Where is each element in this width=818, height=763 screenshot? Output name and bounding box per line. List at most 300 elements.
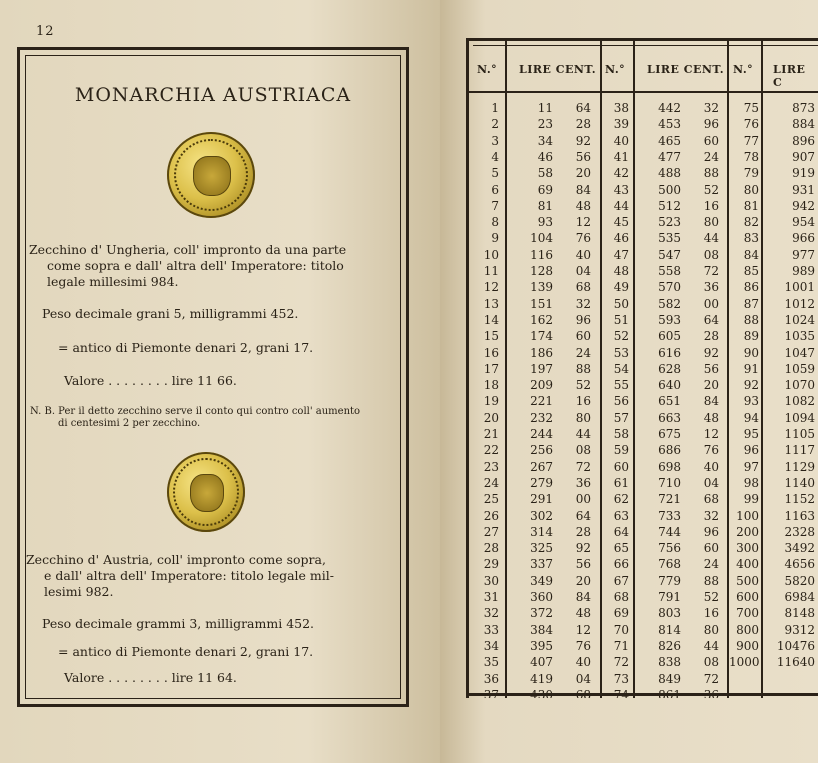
lire-value: 465	[658, 133, 681, 148]
cent-value: 92	[703, 345, 719, 360]
row-number: 69	[613, 606, 629, 621]
cent-value: 92	[575, 541, 591, 556]
cent-value: 40	[575, 655, 591, 670]
row-number: 72	[613, 655, 629, 670]
lire-value: 209	[530, 378, 553, 393]
lire-value: 314	[530, 524, 553, 539]
lire-value: 9312	[784, 622, 815, 637]
lire-value: 1047	[784, 345, 815, 360]
lire-value: 162	[530, 312, 553, 327]
cent-value: 64	[575, 101, 591, 115]
lire-value: 116	[530, 247, 553, 262]
row-number: 56	[613, 394, 629, 409]
row-number: 19	[483, 394, 499, 409]
row-number: 83	[743, 231, 759, 246]
row-number: 32	[483, 606, 499, 621]
cent-value: 56	[575, 557, 591, 572]
lire-value: 663	[658, 410, 681, 425]
coin2-weight: Peso decimale grammi 3, milligrammi 452.	[42, 616, 315, 631]
row-number: 65	[613, 541, 629, 556]
coin2-line: Zecchino d' Austria, coll' impronto come sopra,	[26, 552, 326, 567]
header-num: N.°	[605, 63, 626, 76]
row-number: 49	[613, 280, 629, 295]
cent-value: 56	[703, 361, 719, 376]
row-number: 7	[491, 198, 499, 213]
lire-value: 884	[792, 117, 815, 132]
row-number: 78	[743, 149, 759, 164]
hungarian-ducat-coin-image	[167, 132, 255, 218]
row-number: 60	[613, 459, 629, 474]
cent-value: 00	[703, 296, 719, 311]
header-lire-cent: LIRE CENT.	[519, 63, 597, 76]
coin1-piemonte: = antico di Piemonte denari 2, grani 17.	[58, 340, 314, 355]
row-number: 4	[491, 149, 499, 164]
row-number: 88	[743, 312, 759, 327]
row-number: 23	[483, 459, 499, 474]
cent-value: 64	[703, 312, 719, 327]
coin2-value: Valore . . . . . . . . lire 11 64.	[64, 670, 237, 685]
lire-value: 488	[658, 166, 681, 181]
lire-value: 256	[530, 443, 553, 458]
lire-value: 291	[530, 492, 553, 507]
row-number: 3	[491, 133, 499, 148]
cent-value: 00	[575, 492, 591, 507]
cent-value: 20	[703, 378, 719, 393]
row-number: 79	[743, 166, 759, 181]
row-number: 1000	[729, 655, 760, 670]
lire-value: 384	[530, 622, 553, 637]
row-number: 10	[483, 247, 499, 262]
lire-value: 628	[658, 361, 681, 376]
row-number: 90	[743, 345, 759, 360]
lire-value: 442	[658, 101, 681, 115]
cent-value: 40	[575, 247, 591, 262]
lire-value: 523	[658, 215, 681, 230]
lire-value: 1163	[784, 508, 815, 523]
lire-value: 1035	[784, 329, 815, 344]
row-number: 39	[613, 117, 629, 132]
row-number: 70	[613, 622, 629, 637]
lire-value: 1070	[784, 378, 815, 393]
lire-value: 547	[658, 247, 681, 262]
cent-value: 04	[575, 264, 591, 278]
coin-saint-figure	[193, 156, 230, 196]
lire-value: 407	[530, 655, 553, 670]
lire-value: 10476	[776, 638, 815, 653]
coin1-description	[29, 242, 399, 290]
lire-value: 616	[658, 345, 681, 360]
page-title: MONARCHIA AUSTRIACA	[74, 84, 352, 106]
cent-value: 44	[703, 638, 719, 653]
row-number: 52	[613, 329, 629, 344]
lire-value: 1117	[784, 443, 815, 458]
lire-value: 535	[658, 231, 681, 246]
lire-value: 593	[658, 312, 681, 327]
cent-value: 68	[575, 687, 591, 698]
lire-value: 919	[792, 166, 815, 181]
row-number: 28	[483, 541, 499, 556]
cent-value: 44	[703, 231, 719, 246]
note-line: N. B. Per il detto zecchino serve il conto qui contro coll' aumento	[30, 406, 361, 417]
row-number: 44	[613, 198, 629, 213]
row-number: 81	[743, 198, 759, 213]
cent-value: 80	[703, 215, 719, 230]
cent-value: 84	[575, 590, 591, 604]
header-lire-cent: LIRE CENT.	[647, 63, 725, 76]
lire-value: 1059	[784, 361, 815, 376]
cent-value: 08	[703, 655, 719, 670]
column-divider	[633, 41, 635, 698]
cent-value: 76	[575, 638, 591, 653]
cent-value: 48	[575, 606, 591, 621]
cent-value: 16	[703, 606, 719, 621]
row-number: 40	[613, 133, 629, 148]
lire-value: 302	[530, 508, 553, 523]
cent-value: 16	[703, 198, 719, 213]
row-number: 24	[483, 475, 499, 490]
lire-value: 849	[658, 671, 681, 686]
lire-value: 803	[658, 606, 681, 621]
row-number: 41	[613, 149, 629, 164]
cent-value: 72	[703, 671, 719, 686]
lire-value: 232	[530, 410, 553, 425]
lire-value: 3492	[784, 541, 815, 556]
cent-value: 36	[575, 475, 591, 490]
lire-value: 698	[658, 459, 681, 474]
lire-value: 873	[792, 101, 815, 115]
lire-value: 640	[658, 378, 681, 393]
row-number: 25	[483, 492, 499, 507]
row-number: 20	[483, 410, 499, 425]
lire-value: 139	[530, 280, 553, 295]
lire-value: 605	[658, 329, 681, 344]
row-number: 91	[743, 361, 759, 376]
lire-value: 558	[658, 264, 681, 278]
lire-value: 1094	[784, 410, 815, 425]
row-number: 51	[613, 312, 629, 327]
lire-value: 337	[530, 557, 553, 572]
header-num: N.°	[733, 63, 754, 76]
lire-value: 779	[658, 573, 681, 588]
lire-value: 1001	[784, 280, 815, 295]
lire-value: 267	[530, 459, 553, 474]
row-number: 84	[743, 247, 759, 262]
lire-value: 744	[658, 524, 681, 539]
row-number: 13	[483, 296, 499, 311]
lire-value: 582	[658, 296, 681, 311]
cent-value: 20	[575, 166, 591, 181]
lire-value: 942	[792, 198, 815, 213]
lire-value: 570	[658, 280, 681, 295]
row-number: 95	[743, 427, 759, 441]
row-number: 64	[613, 524, 629, 539]
row-number: 92	[743, 378, 759, 393]
header-num: N.°	[477, 63, 498, 76]
lire-value: 128	[530, 264, 553, 278]
cent-value: 52	[575, 378, 591, 393]
cent-value: 28	[703, 329, 719, 344]
row-number: 500	[736, 573, 759, 588]
coin2-description	[26, 552, 398, 600]
cent-value: 60	[703, 541, 719, 556]
row-number: 76	[743, 117, 759, 132]
cent-value: 52	[703, 590, 719, 604]
lire-value: 477	[658, 149, 681, 164]
row-number: 27	[483, 524, 499, 539]
lire-value: 244	[530, 427, 553, 441]
lire-value: 838	[658, 655, 681, 670]
lire-value: 791	[658, 590, 681, 604]
column-divider	[505, 41, 507, 698]
cent-value: 36	[703, 280, 719, 295]
cent-value: 84	[575, 182, 591, 197]
cent-value: 76	[575, 231, 591, 246]
cent-value: 80	[575, 410, 591, 425]
lire-value: 34	[537, 133, 553, 148]
cent-value: 36	[703, 687, 719, 698]
row-number: 57	[613, 410, 629, 425]
row-number: 96	[743, 443, 759, 458]
lire-value: 325	[530, 541, 553, 556]
note	[30, 406, 402, 430]
row-number: 17	[483, 361, 499, 376]
row-number: 35	[483, 655, 499, 670]
lire-value: 733	[658, 508, 681, 523]
row-number: 37	[483, 687, 499, 698]
lire-value: 11640	[776, 655, 815, 670]
row-number: 48	[613, 264, 629, 278]
right-page	[440, 0, 818, 763]
header-lire-partial: LIRE C	[773, 63, 806, 89]
row-number: 55	[613, 378, 629, 393]
cent-value: 96	[703, 524, 719, 539]
cent-value: 12	[703, 427, 719, 441]
row-number: 33	[483, 622, 499, 637]
cent-value: 48	[575, 198, 591, 213]
cent-value: 68	[575, 280, 591, 295]
row-number: 26	[483, 508, 499, 523]
row-number: 87	[743, 296, 759, 311]
lire-value: 675	[658, 427, 681, 441]
row-number: 50	[613, 296, 629, 311]
column-divider	[600, 41, 602, 698]
coin1-line: legale millesimi 984.	[47, 274, 179, 289]
lire-value: 349	[530, 573, 553, 588]
row-number: 14	[483, 312, 499, 327]
row-number: 600	[736, 590, 759, 604]
cent-value: 16	[575, 394, 591, 409]
lire-value: 896	[792, 133, 815, 148]
lire-value: 93	[537, 215, 553, 230]
cent-value: 64	[575, 508, 591, 523]
lire-value: 151	[530, 296, 553, 311]
lire-value: 5820	[784, 573, 815, 588]
lire-value: 814	[658, 622, 681, 637]
lire-value: 186	[530, 345, 553, 360]
lire-value: 360	[530, 590, 553, 604]
row-number: 700	[736, 606, 759, 621]
coin1-value: Valore . . . . . . . . lire 11 66.	[64, 373, 237, 388]
lire-value: 1140	[784, 475, 815, 490]
lire-value: 197	[530, 361, 553, 376]
row-number: 73	[613, 671, 629, 686]
cent-value: 48	[703, 410, 719, 425]
row-number: 80	[743, 182, 759, 197]
lire-value: 651	[658, 394, 681, 409]
lire-value: 861	[658, 687, 681, 698]
row-number: 100	[736, 508, 759, 523]
row-number: 46	[613, 231, 629, 246]
row-number: 16	[483, 345, 499, 360]
lire-value: 1105	[784, 427, 815, 441]
lire-value: 500	[658, 182, 681, 197]
cent-value: 96	[575, 312, 591, 327]
lire-value: 372	[530, 606, 553, 621]
cent-value: 60	[575, 329, 591, 344]
cent-value: 88	[575, 361, 591, 376]
lire-value: 768	[658, 557, 681, 572]
row-number: 400	[736, 557, 759, 572]
cent-value: 08	[575, 443, 591, 458]
lire-value: 11	[537, 101, 553, 115]
lire-value: 419	[530, 671, 553, 686]
row-number: 2	[491, 117, 499, 132]
row-number: 93	[743, 394, 759, 409]
cent-value: 72	[703, 264, 719, 278]
row-number: 200	[736, 524, 759, 539]
cent-value: 32	[703, 101, 719, 115]
row-number: 98	[743, 475, 759, 490]
cent-value: 44	[575, 427, 591, 441]
row-number: 6	[491, 182, 499, 197]
row-number: 12	[483, 280, 499, 295]
content-frame	[17, 47, 409, 707]
lire-value: 221	[530, 394, 553, 409]
lire-value: 1152	[784, 492, 815, 507]
lire-value: 1082	[784, 394, 815, 409]
row-number: 75	[743, 101, 759, 115]
lire-value: 46	[537, 149, 553, 164]
lire-value: 989	[792, 264, 815, 278]
row-number: 47	[613, 247, 629, 262]
row-number: 31	[483, 590, 499, 604]
cent-value: 40	[703, 459, 719, 474]
cent-value: 24	[703, 149, 719, 164]
cent-value: 24	[575, 345, 591, 360]
lire-value: 6984	[784, 590, 815, 604]
lire-value: 826	[658, 638, 681, 653]
cent-value: 72	[575, 459, 591, 474]
lire-value: 1024	[784, 312, 815, 327]
cent-value: 24	[703, 557, 719, 572]
cent-value: 60	[703, 133, 719, 148]
page-number: 12	[36, 24, 55, 39]
coin2-line: e dall' altra dell' Imperatore: titolo legale mil-	[44, 568, 334, 583]
row-number: 85	[743, 264, 759, 278]
row-number: 900	[736, 638, 759, 653]
coin1-weight: Peso decimale grani 5, milligrammi 452.	[42, 306, 299, 321]
lire-value: 721	[658, 492, 681, 507]
row-number: 42	[613, 166, 629, 181]
cent-value: 20	[575, 573, 591, 588]
lire-value: 8148	[784, 606, 815, 621]
column-divider	[761, 41, 763, 698]
row-number: 18	[483, 378, 499, 393]
row-number: 94	[743, 410, 759, 425]
row-number: 21	[483, 427, 499, 441]
row-number: 61	[613, 475, 629, 490]
lire-value: 4656	[784, 557, 815, 572]
row-number: 15	[483, 329, 499, 344]
cent-value: 68	[703, 492, 719, 507]
row-number: 5	[491, 166, 499, 181]
row-number: 36	[483, 671, 499, 686]
cent-value: 96	[703, 117, 719, 132]
row-number: 11	[483, 264, 499, 278]
row-number: 71	[613, 638, 629, 653]
cent-value: 76	[703, 443, 719, 458]
cent-value: 32	[703, 508, 719, 523]
cent-value: 92	[575, 133, 591, 148]
lire-value: 2328	[784, 524, 815, 539]
row-number: 63	[613, 508, 629, 523]
lire-value: 279	[530, 475, 553, 490]
lire-value: 1012	[784, 296, 815, 311]
row-number: 66	[613, 557, 629, 572]
cent-value: 52	[703, 182, 719, 197]
lire-value: 23	[537, 117, 553, 132]
lire-value: 954	[792, 215, 815, 230]
lire-value: 1129	[784, 459, 815, 474]
coin2-piemonte: = antico di Piemonte denari 2, grani 17.	[58, 644, 314, 659]
lire-value: 430	[530, 687, 553, 698]
row-number: 30	[483, 573, 499, 588]
cent-value: 32	[575, 296, 591, 311]
lire-value: 686	[658, 443, 681, 458]
row-number: 82	[743, 215, 759, 230]
lire-value: 69	[537, 182, 553, 197]
row-number: 68	[613, 590, 629, 604]
row-number: 53	[613, 345, 629, 360]
coin2-line: lesimi 982.	[44, 584, 114, 599]
cent-value: 12	[575, 215, 591, 230]
row-number: 8	[491, 215, 499, 230]
cent-value: 84	[703, 394, 719, 409]
cent-value: 88	[703, 166, 719, 181]
coin-eagle-emblem	[190, 474, 223, 511]
cent-value: 08	[703, 247, 719, 262]
row-number: 77	[743, 133, 759, 148]
cent-value: 56	[575, 149, 591, 164]
lire-value: 395	[530, 638, 553, 653]
cent-value: 04	[575, 671, 591, 686]
cent-value: 28	[575, 524, 591, 539]
austrian-ducat-coin-image	[167, 452, 245, 532]
row-number: 74	[613, 687, 629, 698]
row-number: 300	[736, 541, 759, 556]
row-number: 1	[491, 101, 499, 115]
lire-value: 756	[658, 541, 681, 556]
lire-value: 58	[537, 166, 553, 181]
cent-value: 28	[575, 117, 591, 132]
cent-value: 80	[703, 622, 719, 637]
coin1-line: come sopra e dall' altra dell' Imperatore: titolo	[47, 258, 344, 273]
row-number: 38	[613, 101, 629, 115]
row-number: 34	[483, 638, 499, 653]
row-number: 54	[613, 361, 629, 376]
cent-value: 88	[703, 573, 719, 588]
coin1-line: Zecchino d' Ungheria, coll' impronto da una parte	[29, 242, 347, 257]
